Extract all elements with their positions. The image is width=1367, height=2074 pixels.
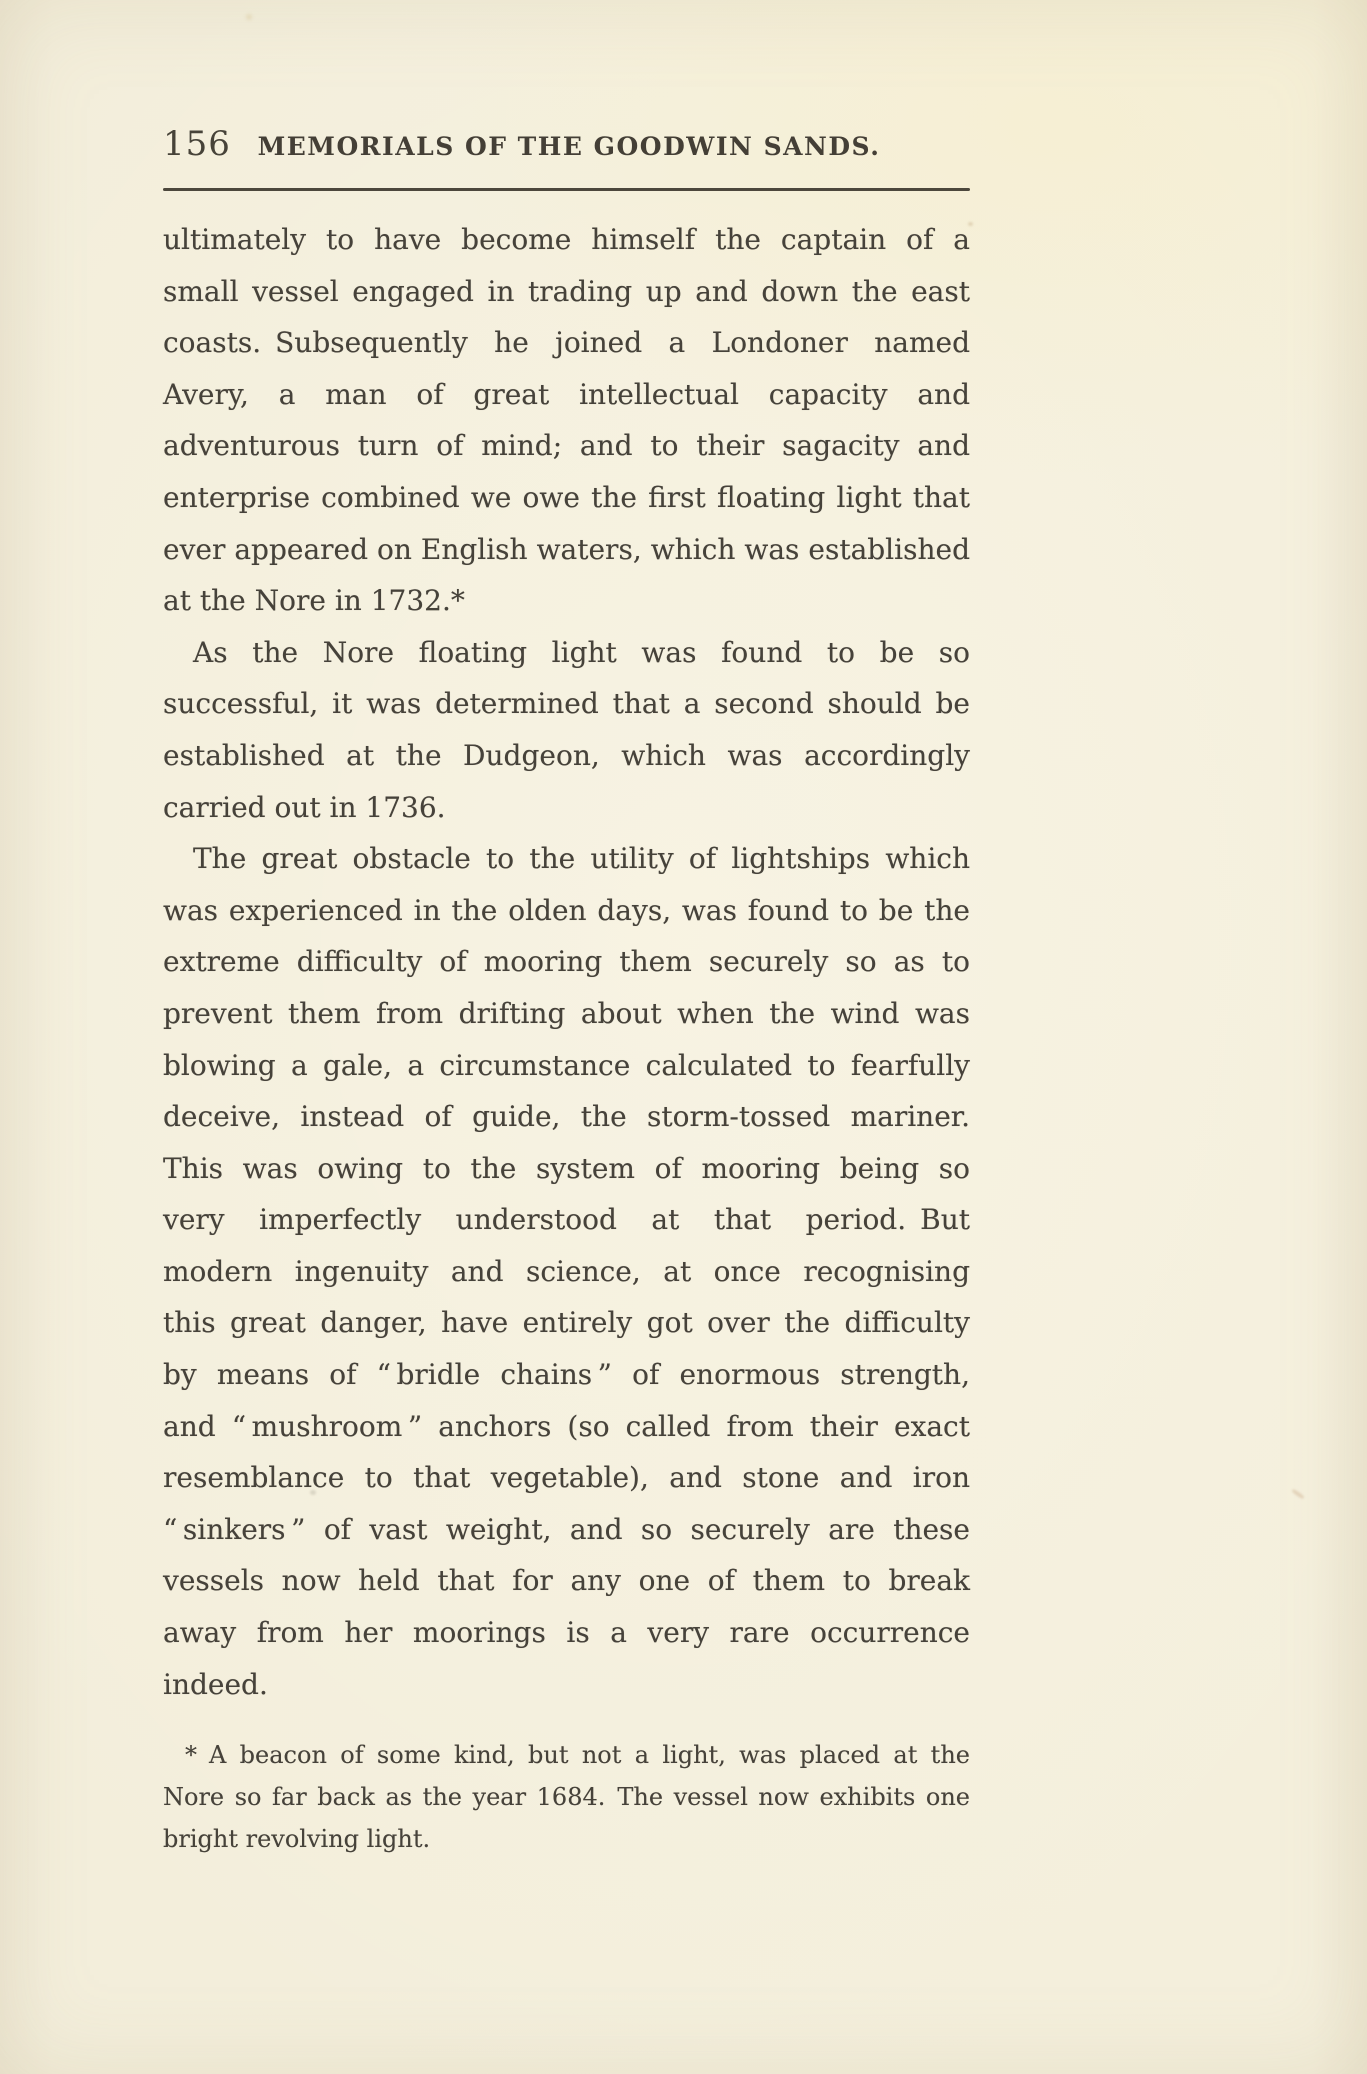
text-line: extreme difficulty of mooring them securely so as to	[163, 945, 970, 979]
page-body-text	[163, 214, 970, 1710]
text-line: prevent them from drifting about when the wind was	[163, 996, 970, 1030]
text-line: was experienced in the olden days, was found to be the	[163, 893, 970, 927]
paragraph	[163, 627, 970, 833]
footnote-line: * A beacon of some kind, but not a light, was placed at the	[185, 1741, 970, 1769]
text-line: established at the Dudgeon, which was accordingly	[163, 738, 970, 772]
text-line: carried out in 1736.	[163, 790, 446, 824]
text-line: adventurous turn of mind; and to their sagacity and	[163, 429, 970, 463]
header-rule	[163, 188, 970, 191]
footnote-line: Nore so far back as the year 1684. The vessel now exhibits one	[163, 1783, 970, 1811]
page-number: 156	[163, 124, 231, 164]
paper-speck	[246, 14, 252, 20]
text-line: vessels now held that for any one of them to break	[163, 1564, 970, 1598]
text-line: successful, it was determined that a second should be	[163, 687, 970, 721]
text-line: “ sinkers ” of vast weight, and so securely are these	[163, 1512, 970, 1546]
text-line: ever appeared on English waters, which was established	[163, 532, 970, 566]
text-line: Avery, a man of great intellectual capacity and	[163, 377, 970, 411]
footnote	[163, 1734, 970, 1860]
text-line: this great danger, have entirely got over the difficulty	[163, 1306, 970, 1340]
text-line: very imperfectly understood at that period. But	[163, 1203, 970, 1237]
footnote-line: bright revolving light.	[163, 1825, 431, 1853]
text-line: deceive, instead of guide, the storm-tossed mariner.	[163, 1100, 970, 1134]
text-line: away from her moorings is a very rare occurrence	[163, 1616, 970, 1650]
text-line: blowing a gale, a circumstance calculated to fearfully	[163, 1048, 970, 1082]
page-header	[163, 126, 970, 166]
text-line: by means of “ bridle chains ” of enormous strength,	[163, 1358, 970, 1392]
paper-speck	[1291, 1488, 1305, 1499]
paragraph	[163, 214, 970, 627]
text-line: This was owing to the system of mooring being so	[163, 1151, 970, 1185]
text-line: As the Nore floating light was found to be so	[193, 635, 970, 669]
text-line: ultimately to have become himself the captain of a	[163, 223, 970, 256]
text-line: resemblance to that vegetable), and stone and iron	[163, 1461, 970, 1495]
text-line: small vessel engaged in trading up and down the east	[163, 274, 970, 308]
text-line: The great obstacle to the utility of lightships which	[193, 842, 970, 876]
paragraph	[163, 833, 970, 1710]
text-line: and “ mushroom ” anchors (so called from their exact	[163, 1409, 970, 1443]
text-line: indeed.	[163, 1667, 268, 1701]
text-line: at the Nore in 1732.*	[163, 584, 465, 618]
running-header: MEMORIALS OF THE GOODWIN SANDS.	[257, 132, 881, 161]
text-line: coasts. Subsequently he joined a Londoner named	[163, 326, 970, 360]
text-line: modern ingenuity and science, at once recognising	[163, 1254, 970, 1288]
text-line: enterprise combined we owe the first floating light that	[163, 480, 970, 514]
